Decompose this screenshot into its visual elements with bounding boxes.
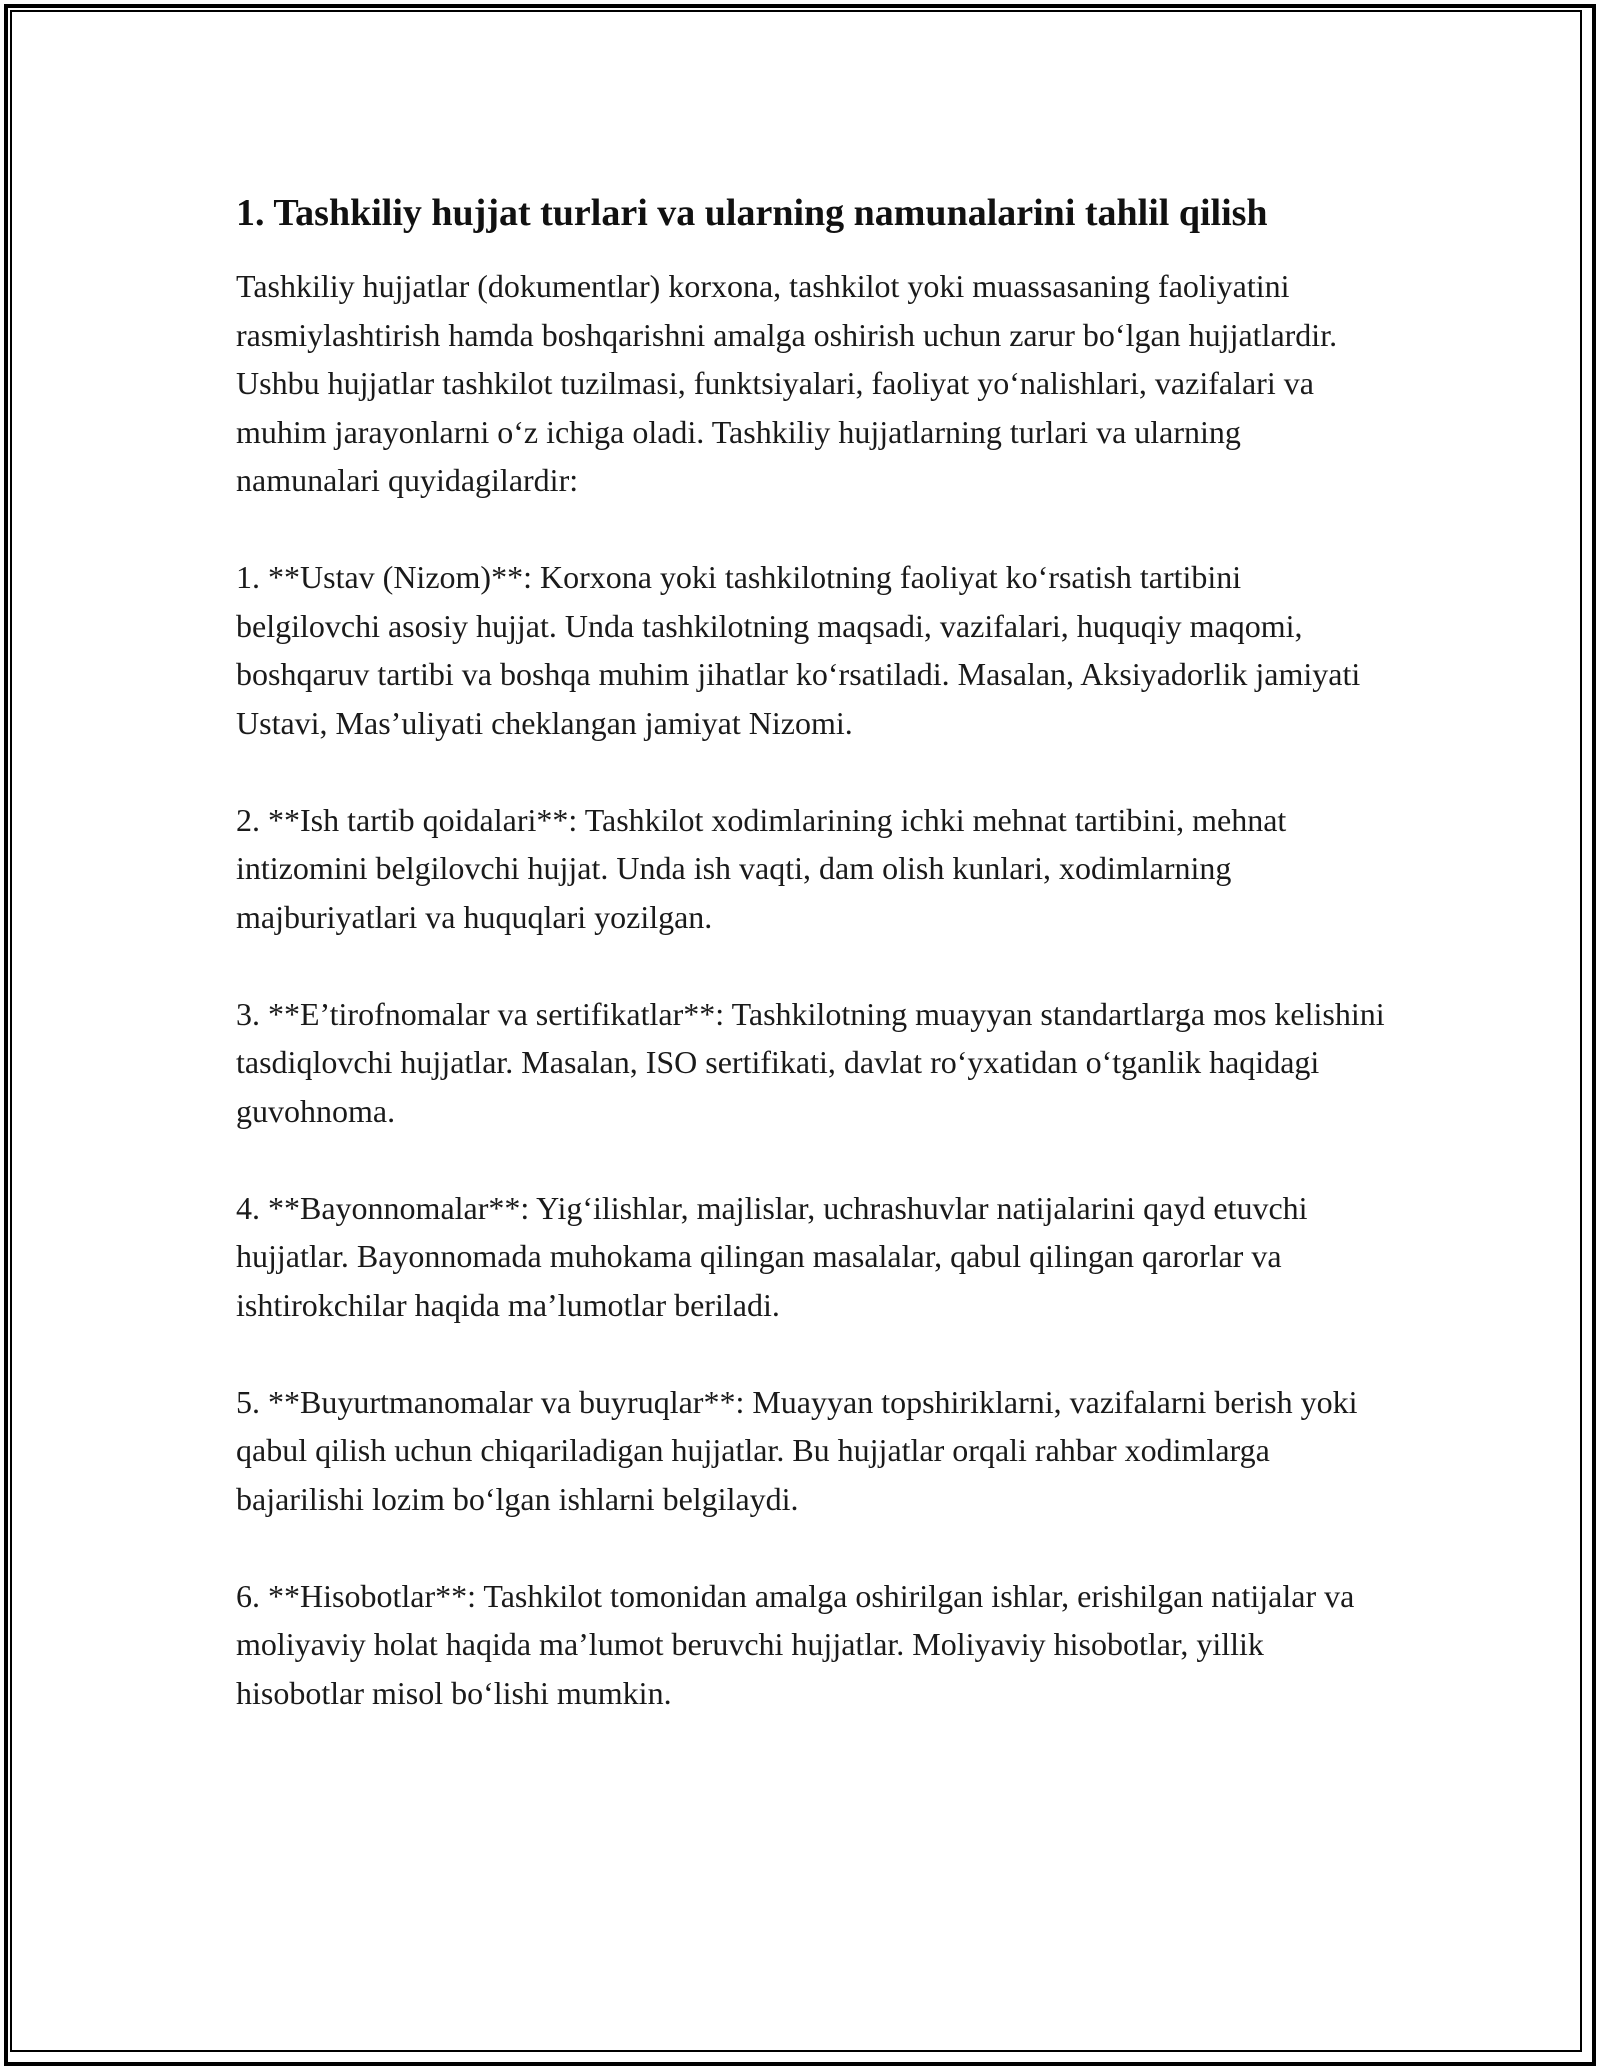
paragraph-gap: [236, 747, 1386, 796]
list-item-ustav: 1. **Ustav (Nizom)**: Korxona yoki tashkilotning faoliyat ko‘rsatish tartibini belgilovchi asosiy hujjat. Unda tashkilotning maqsadi, vazifalari, huquqiy maqomi, boshqaruv tartibi va boshqa muhim jihatlar ko‘rsatiladi. Masalan, Aksiyadorlik jamiyati Ustavi, Mas’uliyati cheklangan jamiyat Nizomi.: [236, 559, 1361, 741]
document-heading: 1. Tashkiliy hujjat turlari va ularning namunalarini tahlil qilish: [236, 192, 1268, 234]
list-item-hisobotlar: 6. **Hisobotlar**: Tashkilot tomonidan amalga oshirilgan ishlar, erishilgan natijalar va moliyaviy holat haqida ma’lumot beruvchi hujjatlar. Moliyaviy hisobotlar, yillik hisobotlar misol bo‘lishi mumkin.: [236, 1577, 1355, 1711]
paragraph-gap: [236, 941, 1386, 990]
intro-paragraph: Tashkiliy hujjatlar (dokumentlar) korxona, tashkilot yoki muassasaning faoliyatini rasmiylashtirish hamda boshqarishni amalga oshirish uchun zarur bo‘lgan hujjatlardir. Ushbu hujjatlar tashkilot tuzilmasi, funktsiyalari, faoliyat yo‘nalishlari, vazifalari va muhim jarayonlarni o‘z ichiga oladi. Tashkiliy hujjatlarning turlari va ularning namunalari quyidagilardir:: [236, 268, 1338, 498]
list-item-ish-tartib: 2. **Ish tartib qoidalari**: Tashkilot xodimlarining ichki mehnat tartibini, mehnat intizomini belgilovchi hujjat. Unda ish vaqti, dam olish kunlari, xodimlarning majburiyatlari va huquqlari yozilgan.: [236, 801, 1287, 935]
paragraph-gap: [236, 505, 1386, 554]
paragraph-gap: [236, 1329, 1386, 1378]
list-item-buyruqlar: 5. **Buyurtmanomalar va buyruqlar**: Muayyan topshiriklarni, vazifalarni berish yoki qabul qilish uchun chiqariladigan hujjatlar. Bu hujjatlar orqali rahbar xodimlarga bajarilishi lozim bo‘lgan ishlarni belgilaydi.: [236, 1383, 1358, 1517]
list-item-bayonnomalar: 4. **Bayonnomalar**: Yig‘ilishlar, majlislar, uchrashuvlar natijalarini qayd etuvchi hujjatlar. Bayonnomada muhokama qilingan masalalar, qabul qilingan qarorlar va ishtirokchilar haqida ma’lumotlar beriladi.: [236, 1189, 1308, 1323]
list-item-sertifikatlar: 3. **E’tirofnomalar va sertifikatlar**: Tashkilotning muayyan standartlarga mos kelishini tasdiqlovchi hujjatlar. Masalan, ISO sertifikati, davlat ro‘yxatidan o‘tganlik haqidagi guvohnoma.: [236, 995, 1385, 1129]
document-body: [236, 186, 1386, 1717]
paragraph-gap: [236, 1523, 1386, 1572]
paragraph-gap: [236, 1135, 1386, 1184]
